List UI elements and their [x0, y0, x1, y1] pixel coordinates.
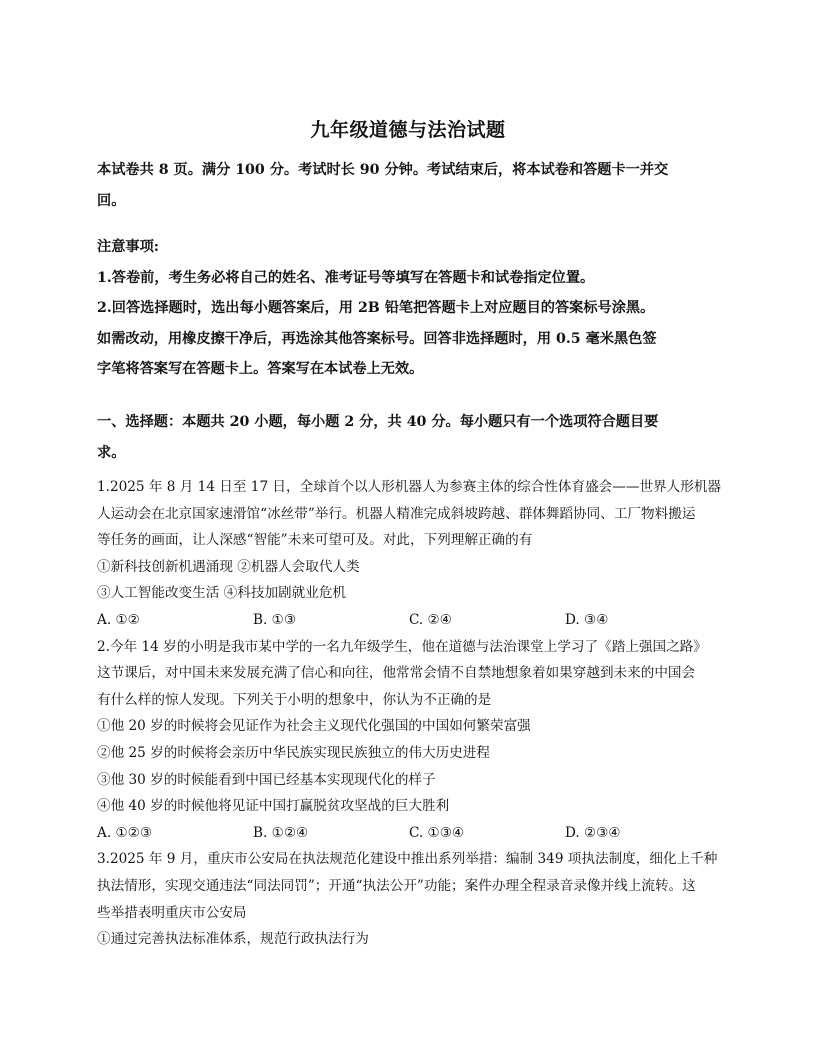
- section-heading-line: 一、选择题：本题共 20 小题，每小题 2 分，共 40 分。每小题只有一个选项符合题目要: [97, 414, 659, 430]
- notes-item: 如需改动，用橡皮擦干净后，再选涂其他答案标号。回答非选择题时，用 0.5 毫米黑色签: [97, 330, 657, 347]
- option-c[interactable]: C. ①③④: [409, 824, 465, 841]
- statement-item: ③人工智能改变生活 ④科技加剧就业危机: [97, 585, 347, 602]
- statement-item: ①他 20 岁的时候将会见证作为社会主义现代化强国的中国如何繁荣富强: [97, 718, 531, 735]
- notes-item: 字笔将答案写在答题卡上。答案写在本试卷上无效。: [97, 361, 424, 377]
- exam-intro: [97, 155, 722, 216]
- statement-item: ①新科技创新机遇涌现 ②机器人会取代人类: [97, 558, 360, 575]
- notes-section: [97, 232, 722, 385]
- question-3: [97, 846, 722, 952]
- option-b[interactable]: B. ①②④: [253, 824, 309, 841]
- statement-item: ①通过完善执法标准体系，规范行政执法行为: [97, 931, 369, 948]
- section-heading: [97, 407, 722, 468]
- question-list: [97, 474, 722, 953]
- question-stem: 等任务的画面，让人深感“智能”未来可望可及。对此，下列理解正确的有: [97, 532, 533, 549]
- option-a[interactable]: A. ①②③: [97, 824, 153, 841]
- option-d[interactable]: D. ③④: [565, 611, 609, 628]
- statement-item: ③他 30 岁的时候能看到中国已经基本实现现代化的样子: [97, 771, 436, 788]
- option-c[interactable]: C. ②④: [409, 611, 452, 628]
- notes-item: 2.回答选择题时，选出每小题答案后，用 2B 铅笔把答题卡上对应题目的答案标号涂黑。: [97, 300, 655, 316]
- question-stem: 些举措表明重庆市公安局: [97, 904, 247, 921]
- intro-line: 本试卷共 8 页。满分 100 分。考试时长 90 分钟。考试结束后，将本试卷和答题卡一并交: [97, 162, 669, 178]
- statement-item: ④他 40 岁的时候他将见证中国打赢脱贫攻坚战的巨大胜利: [97, 798, 450, 815]
- question-stem: 执法情形，实现交通违法“同法同罚”；开通“执法公开”功能；案件办理全程录音录像并线上流转。这: [97, 877, 696, 894]
- option-d[interactable]: D. ②③④: [565, 824, 621, 841]
- notes-item: 1.答卷前，考生务必将自己的姓名、准考证号等填写在答题卡和试卷指定位置。: [97, 269, 595, 286]
- option-b[interactable]: B. ①③: [253, 611, 297, 628]
- question-stem: 有什么样的惊人发现。下列关于小明的想象中，你认为不正确的是: [97, 691, 492, 708]
- statement-item: ②他 25 岁的时候将会亲历中华民族实现民族独立的伟大历史进程: [97, 744, 490, 761]
- intro-line: 回。: [97, 192, 126, 209]
- question-stem: 3.2025 年 9 月，重庆市公安局在执法规范化建设中推出系列举措：编制 349 项执法制度，细化上千种: [97, 851, 718, 868]
- answer-options: [97, 820, 722, 847]
- question-stem: 2.今年 14 岁的小明是我市某中学的一名九年级学生，他在道德与法治课堂上学习了《踏上强国之路》: [97, 638, 707, 655]
- notes-heading: 注意事项:: [97, 239, 159, 255]
- question-2: [97, 634, 722, 847]
- page-title: 九年级道德与法治试题: [310, 119, 506, 141]
- question-stem: 1.2025 年 8 月 14 日至 17 日，全球首个以人形机器人为参赛主体的综合性体育盛会——世界人形机器: [97, 479, 722, 495]
- question-1: [97, 474, 722, 634]
- section-heading-line: 求。: [97, 444, 126, 461]
- question-stem: 人运动会在北京国家速滑馆“冰丝带”举行。机器人精准完成斜坡跨越、群体舞蹈协同、工厂物料搬运: [97, 505, 696, 522]
- question-stem: 这节课后，对中国未来发展充满了信心和向往，他常常会情不自禁地想象着如果穿越到未来的中国会: [97, 665, 696, 682]
- answer-options: [97, 607, 722, 634]
- option-a[interactable]: A. ①②: [97, 611, 140, 628]
